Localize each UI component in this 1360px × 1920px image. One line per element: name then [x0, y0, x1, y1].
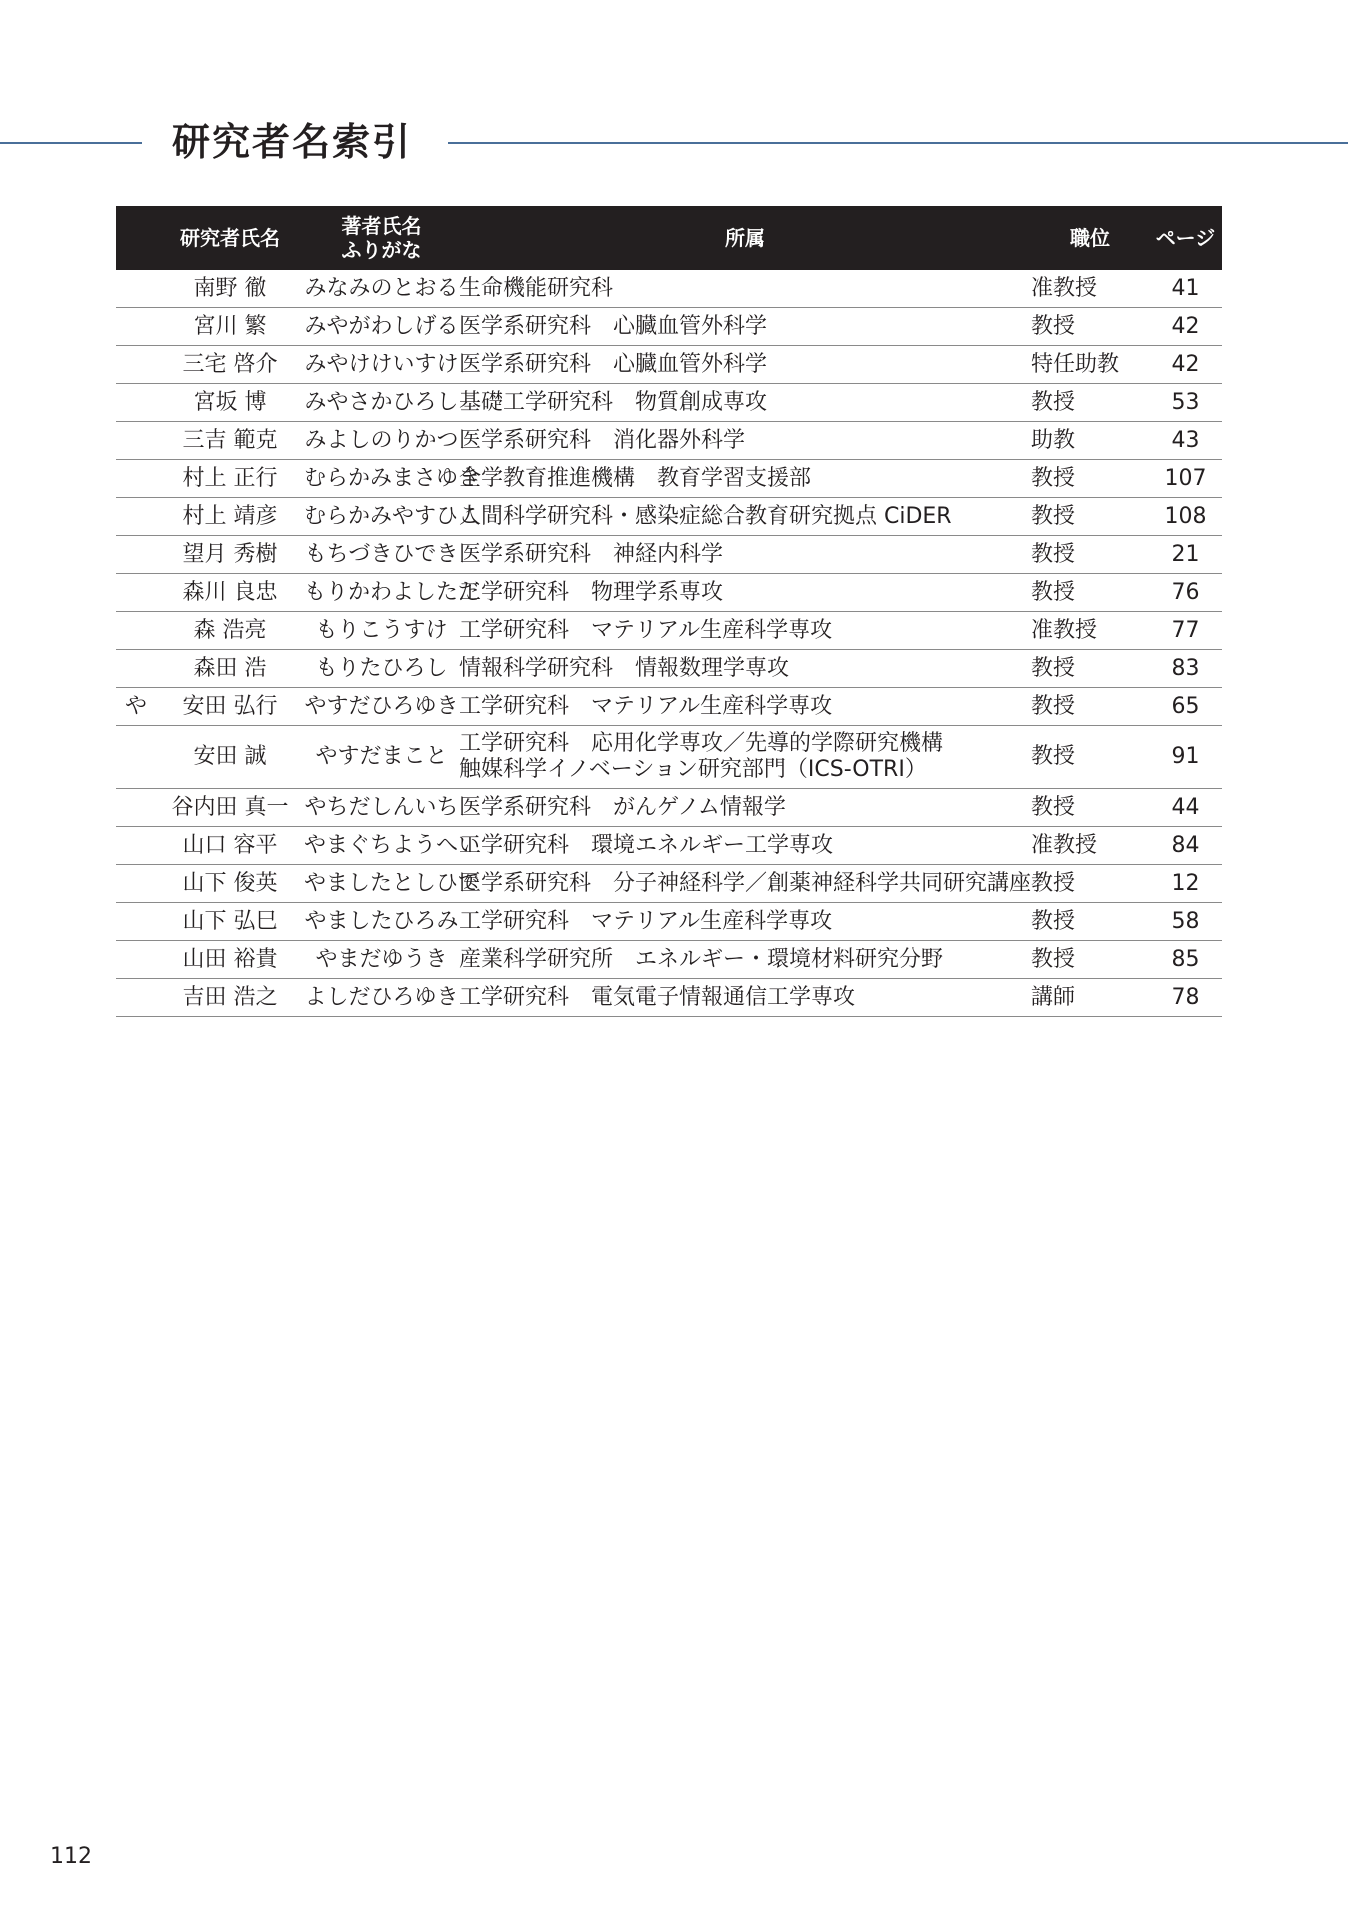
header-index — [116, 206, 156, 270]
affiliation-line: 医学系研究科 がんゲノム情報学 — [459, 794, 786, 820]
table-row — [116, 688, 1222, 726]
table-row — [116, 789, 1222, 827]
header-kana — [304, 206, 459, 270]
researcher-kana: みやさかひろし — [304, 384, 459, 422]
page-title: 研究者名索引 — [172, 120, 413, 164]
position-title: 教授 — [1031, 574, 1149, 612]
researcher-kana: もりかわよしただ — [304, 574, 459, 612]
researcher-kana: やちだしんいち — [304, 789, 459, 827]
researcher-name: 村上 靖彦 — [156, 498, 304, 536]
row-index-letter — [116, 422, 156, 460]
affiliation-cell — [459, 460, 1031, 498]
position-title: 教授 — [1031, 789, 1149, 827]
researcher-name: 森田 浩 — [156, 650, 304, 688]
researcher-kana: もりたひろし — [304, 650, 459, 688]
row-index-letter — [116, 650, 156, 688]
title-rule-left — [0, 142, 142, 144]
page-ref: 43 — [1149, 422, 1222, 460]
position-title: 教授 — [1031, 308, 1149, 346]
affiliation-line: 工学研究科 マテリアル生産科学専攻 — [459, 908, 833, 934]
table-row — [116, 650, 1222, 688]
affiliation-line: 工学研究科 応用化学専攻／先導的学際研究機構 — [459, 731, 944, 756]
page-ref: 42 — [1149, 346, 1222, 384]
researcher-name: 森川 良忠 — [156, 574, 304, 612]
page-ref: 21 — [1149, 536, 1222, 574]
position-title: 教授 — [1031, 460, 1149, 498]
page-ref: 12 — [1149, 865, 1222, 903]
position-title: 教授 — [1031, 941, 1149, 979]
row-index-letter — [116, 979, 156, 1017]
affiliation-line: 医学系研究科 神経内科学 — [459, 541, 724, 567]
position-title: 教授 — [1031, 726, 1149, 789]
affiliation-line: 工学研究科 マテリアル生産科学専攻 — [459, 693, 833, 719]
researcher-kana: よしだひろゆき — [304, 979, 459, 1017]
page-ref: 42 — [1149, 308, 1222, 346]
researcher-kana: みやがわしげる — [304, 308, 459, 346]
row-index-letter — [116, 384, 156, 422]
position-title: 教授 — [1031, 688, 1149, 726]
row-index-letter — [116, 460, 156, 498]
position-title: 教授 — [1031, 536, 1149, 574]
position-title: 教授 — [1031, 384, 1149, 422]
title-row — [0, 112, 1360, 172]
researcher-name: 吉田 浩之 — [156, 979, 304, 1017]
researcher-kana: やまぐちようへい — [304, 827, 459, 865]
row-index-letter — [116, 941, 156, 979]
page-ref: 76 — [1149, 574, 1222, 612]
affiliation-cell — [459, 865, 1031, 903]
researcher-name: 村上 正行 — [156, 460, 304, 498]
researcher-name: 南野 徹 — [156, 270, 304, 308]
researcher-kana: やすだまこと — [304, 726, 459, 789]
affiliation-cell — [459, 536, 1031, 574]
researcher-name: 三吉 範克 — [156, 422, 304, 460]
affiliation-line: 情報科学研究科 情報数理学専攻 — [459, 655, 790, 681]
affiliation-cell — [459, 903, 1031, 941]
affiliation-cell — [459, 422, 1031, 460]
researcher-kana: みよしのりかつ — [304, 422, 459, 460]
affiliation-cell — [459, 726, 1031, 789]
researcher-name: 山下 弘巳 — [156, 903, 304, 941]
position-title: 准教授 — [1031, 270, 1149, 308]
row-index-letter — [116, 903, 156, 941]
researcher-kana: やましたひろみ — [304, 903, 459, 941]
table-row — [116, 346, 1222, 384]
researcher-kana: やすだひろゆき — [304, 688, 459, 726]
affiliation-cell — [459, 688, 1031, 726]
row-index-letter — [116, 536, 156, 574]
researcher-name: 山口 容平 — [156, 827, 304, 865]
table-row — [116, 903, 1222, 941]
researcher-kana: もりこうすけ — [304, 612, 459, 650]
table-row — [116, 941, 1222, 979]
table-row — [116, 270, 1222, 308]
affiliation-cell — [459, 384, 1031, 422]
page-ref: 84 — [1149, 827, 1222, 865]
researcher-kana: むらかみまさゆき — [304, 460, 459, 498]
page-ref: 83 — [1149, 650, 1222, 688]
affiliation-line: 医学系研究科 心臓血管外科学 — [459, 313, 768, 339]
affiliation-line: 人間科学研究科・感染症総合教育研究拠点 CiDER — [459, 503, 952, 529]
affiliation-line: 工学研究科 マテリアル生産科学専攻 — [459, 617, 833, 643]
researcher-kana: みなみのとおる — [304, 270, 459, 308]
affiliation-line: 医学系研究科 分子神経科学／創薬神経科学共同研究講座 — [459, 870, 1032, 896]
affiliation-cell — [459, 612, 1031, 650]
affiliation-line: 触媒科学イノベーション研究部門（ICS-OTRI） — [459, 757, 927, 782]
position-title: 准教授 — [1031, 827, 1149, 865]
row-index-letter: や — [116, 688, 156, 726]
page-ref: 91 — [1149, 726, 1222, 789]
researcher-kana: みやけけいすけ — [304, 346, 459, 384]
researcher-name: 安田 誠 — [156, 726, 304, 789]
affiliation-line: 工学研究科 電気電子情報通信工学専攻 — [459, 984, 856, 1010]
affiliation-cell — [459, 941, 1031, 979]
affiliation-cell — [459, 498, 1031, 536]
affiliation-cell — [459, 270, 1031, 308]
researcher-name: 安田 弘行 — [156, 688, 304, 726]
affiliation-line: 全学教育推進機構 教育学習支援部 — [459, 465, 812, 491]
researcher-kana: もちづきひでき — [304, 536, 459, 574]
table-row — [116, 460, 1222, 498]
affiliation-cell — [459, 308, 1031, 346]
row-index-letter — [116, 308, 156, 346]
header-position: 職位 — [1031, 206, 1149, 270]
researcher-name: 望月 秀樹 — [156, 536, 304, 574]
row-index-letter — [116, 498, 156, 536]
position-title: 教授 — [1031, 903, 1149, 941]
table-header-row — [116, 206, 1222, 270]
page-number: 112 — [50, 1844, 92, 1869]
table-row — [116, 574, 1222, 612]
header-kana-line1: 著者氏名 — [341, 214, 422, 238]
affiliation-line: 産業科学研究所 エネルギー・環境材料研究分野 — [459, 946, 944, 972]
researcher-name: 森 浩亮 — [156, 612, 304, 650]
researcher-kana: やましたとしひで — [304, 865, 459, 903]
page-ref: 44 — [1149, 789, 1222, 827]
page-ref: 108 — [1149, 498, 1222, 536]
position-title: 講師 — [1031, 979, 1149, 1017]
page-ref: 65 — [1149, 688, 1222, 726]
row-index-letter — [116, 865, 156, 903]
row-index-letter — [116, 726, 156, 789]
affiliation-cell — [459, 979, 1031, 1017]
table-row — [116, 865, 1222, 903]
header-page: ページ — [1149, 206, 1222, 270]
affiliation-line: 工学研究科 物理学系専攻 — [459, 579, 724, 605]
table-body — [116, 270, 1222, 1017]
header-name: 研究者氏名 — [156, 206, 304, 270]
affiliation-line: 医学系研究科 消化器外科学 — [459, 427, 746, 453]
position-title: 教授 — [1031, 650, 1149, 688]
position-title: 特任助教 — [1031, 346, 1149, 384]
row-index-letter — [116, 574, 156, 612]
page-ref: 41 — [1149, 270, 1222, 308]
position-title: 教授 — [1031, 498, 1149, 536]
affiliation-line: 医学系研究科 心臓血管外科学 — [459, 351, 768, 377]
row-index-letter — [116, 346, 156, 384]
table-row — [116, 726, 1222, 789]
researcher-kana: やまだゆうき — [304, 941, 459, 979]
affiliation-cell — [459, 827, 1031, 865]
position-title: 教授 — [1031, 865, 1149, 903]
affiliation-line: 基礎工学研究科 物質創成専攻 — [459, 389, 768, 415]
page-ref: 107 — [1149, 460, 1222, 498]
researcher-name: 山田 裕貴 — [156, 941, 304, 979]
page-ref: 85 — [1149, 941, 1222, 979]
page-ref: 78 — [1149, 979, 1222, 1017]
page-ref: 77 — [1149, 612, 1222, 650]
row-index-letter — [116, 789, 156, 827]
researcher-name: 山下 俊英 — [156, 865, 304, 903]
row-index-letter — [116, 827, 156, 865]
table-row — [116, 536, 1222, 574]
affiliation-line: 生命機能研究科 — [459, 275, 614, 301]
table-row — [116, 498, 1222, 536]
row-index-letter — [116, 612, 156, 650]
affiliation-line: 工学研究科 環境エネルギー工学専攻 — [459, 832, 834, 858]
table-row — [116, 384, 1222, 422]
affiliation-cell — [459, 650, 1031, 688]
researcher-index-table — [116, 206, 1222, 1017]
researcher-name: 谷内田 真一 — [156, 789, 304, 827]
header-kana-line2: ふりがな — [341, 238, 422, 262]
position-title: 准教授 — [1031, 612, 1149, 650]
researcher-name: 宮坂 博 — [156, 384, 304, 422]
row-index-letter — [116, 270, 156, 308]
title-rule-right — [448, 142, 1348, 144]
table-row — [116, 827, 1222, 865]
table-row — [116, 979, 1222, 1017]
affiliation-cell — [459, 346, 1031, 384]
header-affiliation: 所属 — [459, 206, 1031, 270]
affiliation-cell — [459, 789, 1031, 827]
researcher-name: 宮川 繁 — [156, 308, 304, 346]
table-row — [116, 422, 1222, 460]
page-ref: 58 — [1149, 903, 1222, 941]
position-title: 助教 — [1031, 422, 1149, 460]
researcher-name: 三宅 啓介 — [156, 346, 304, 384]
page-ref: 53 — [1149, 384, 1222, 422]
table-row — [116, 612, 1222, 650]
researcher-kana: むらかみやすひこ — [304, 498, 459, 536]
affiliation-cell — [459, 574, 1031, 612]
table-row — [116, 308, 1222, 346]
